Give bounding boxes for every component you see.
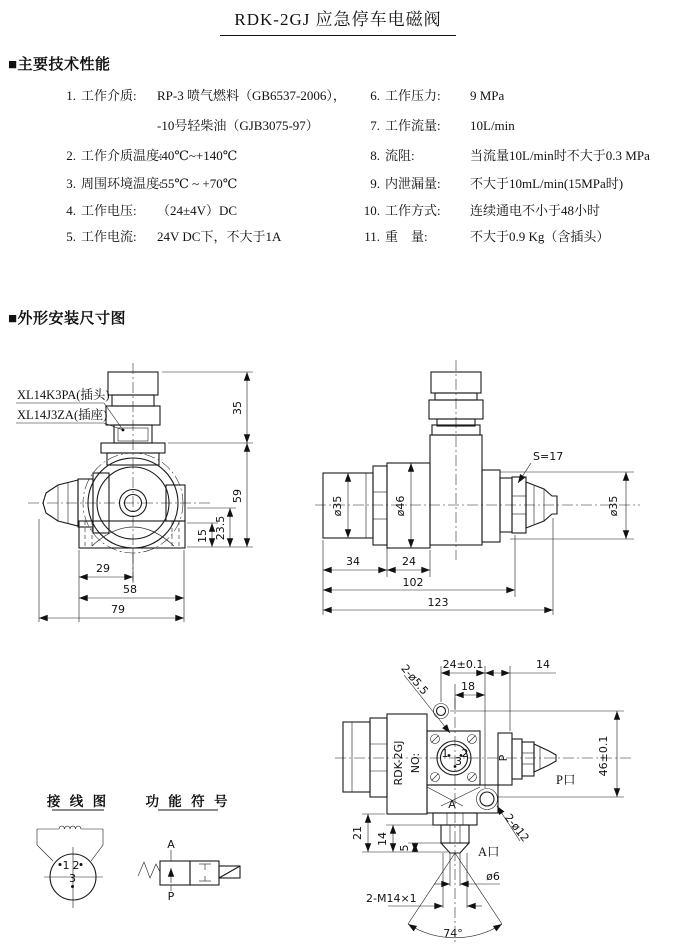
spec-item-9: 9. 内泄漏量: 不大于10mL/min(15MPa时) bbox=[370, 176, 624, 191]
plug-label: XL14K3PA(插头) bbox=[17, 388, 110, 402]
spec-item-4: 4. 工作电压: （24±4V）DC bbox=[66, 203, 238, 218]
dim-46-tol: 46±0.1 bbox=[597, 735, 610, 777]
dim-79: 79 bbox=[111, 603, 125, 616]
page-title bbox=[0, 5, 676, 36]
a-port-label: A口 bbox=[478, 845, 500, 859]
spec-item-8: 8. 流阻: 当流量10L/min时不大于0.3 MPa bbox=[370, 148, 650, 163]
wiring-title: 接 线 图 bbox=[46, 794, 110, 809]
specs-heading: ■主要技术性能 bbox=[8, 57, 111, 73]
spec-item-5: 5. 工作电流: 24V DC下，不大于1A bbox=[66, 229, 282, 244]
dim-74deg: 74° bbox=[443, 927, 463, 940]
dim-59: 59 bbox=[231, 489, 244, 503]
front-view bbox=[16, 363, 253, 622]
dim-34: 34 bbox=[346, 555, 360, 568]
dim-21: 21 bbox=[351, 826, 364, 840]
symbol-port-a: A bbox=[167, 838, 175, 851]
pin-1: 1 bbox=[441, 747, 449, 760]
dimension-drawings bbox=[0, 340, 676, 947]
dims-heading: ■外形安装尺寸图 bbox=[8, 311, 127, 327]
bottom-view-dimensions bbox=[351, 658, 624, 940]
page-title-text: RDK-2GJ 应急停车电磁阀 bbox=[220, 5, 455, 36]
spec-item-1: 1. 工作介质: RP-3 喷气燃料（GB6537-2006）， bbox=[66, 88, 346, 103]
dim-s17: S=17 bbox=[533, 450, 564, 463]
spec-item-1-cont: -10号轻柴油（GJB3075-97） bbox=[157, 118, 319, 133]
pin-3: 3 bbox=[455, 755, 462, 768]
a-marking: A bbox=[448, 798, 456, 811]
bottom-view bbox=[335, 658, 632, 945]
dim-102: 102 bbox=[402, 576, 424, 589]
spec-item-11: 11. 重 量: 不大于0.9 Kg（含插头） bbox=[364, 229, 610, 244]
socket-label: XL14J3ZA(插座) bbox=[17, 408, 108, 422]
dim-thread: 2-M14×1 bbox=[366, 892, 417, 905]
dim-dia35-left: ø35 bbox=[331, 495, 344, 517]
dim-14-left: 14 bbox=[376, 832, 389, 846]
symbol-title: 功 能 符 号 bbox=[145, 794, 231, 809]
dim-58: 58 bbox=[123, 583, 137, 596]
no-marking: NO: bbox=[409, 752, 422, 774]
model-marking: RDK-2GJ bbox=[392, 740, 405, 786]
dim-5: 5 bbox=[398, 844, 411, 852]
dim-18: 18 bbox=[461, 680, 475, 693]
p-marking: P bbox=[497, 754, 510, 762]
dim-29: 29 bbox=[96, 562, 110, 575]
spec-item-7: 7. 工作流量: 10L/min bbox=[370, 118, 515, 133]
symbol-port-p: P bbox=[167, 890, 175, 903]
dim-35: 35 bbox=[231, 401, 244, 415]
wiring-pin-3: 3 bbox=[69, 872, 76, 885]
spec-item-2: 2. 工作介质温度: -40℃~+140℃ bbox=[66, 148, 238, 163]
dim-15: 15 bbox=[196, 529, 209, 543]
function-symbol bbox=[138, 793, 240, 903]
wiring-pin-1: 1 bbox=[62, 859, 70, 872]
side-view bbox=[315, 360, 640, 615]
pin-2: 2 bbox=[461, 747, 469, 760]
dim-dia35-right: ø35 bbox=[607, 495, 620, 517]
side-view-dimensions bbox=[323, 463, 634, 615]
spec-item-3: 3. 周围环境温度: -55℃ ~ +70℃ bbox=[66, 176, 238, 191]
spec-item-10: 10. 工作方式: 连续通电不小于48小时 bbox=[363, 203, 601, 218]
dim-24-tol: 24±0.1 bbox=[442, 658, 484, 671]
wiring-pin-2: 2 bbox=[72, 859, 80, 872]
dim-123: 123 bbox=[427, 596, 449, 609]
dim-23-5: 23.5 bbox=[214, 515, 227, 541]
p-port-label: P口 bbox=[556, 773, 576, 787]
dim-24: 24 bbox=[402, 555, 416, 568]
spec-item-6: 6. 工作压力: 9 MPa bbox=[370, 88, 505, 103]
dim-dia6: ø6 bbox=[486, 870, 500, 883]
dim-14-top: 14 bbox=[536, 658, 550, 671]
wiring-diagram bbox=[37, 793, 109, 908]
dim-dia46: ø46 bbox=[394, 495, 407, 517]
dim-holes-5-5: 2-ø5.5 bbox=[398, 662, 431, 698]
dim-holes-12: 2-ø12 bbox=[501, 811, 532, 845]
